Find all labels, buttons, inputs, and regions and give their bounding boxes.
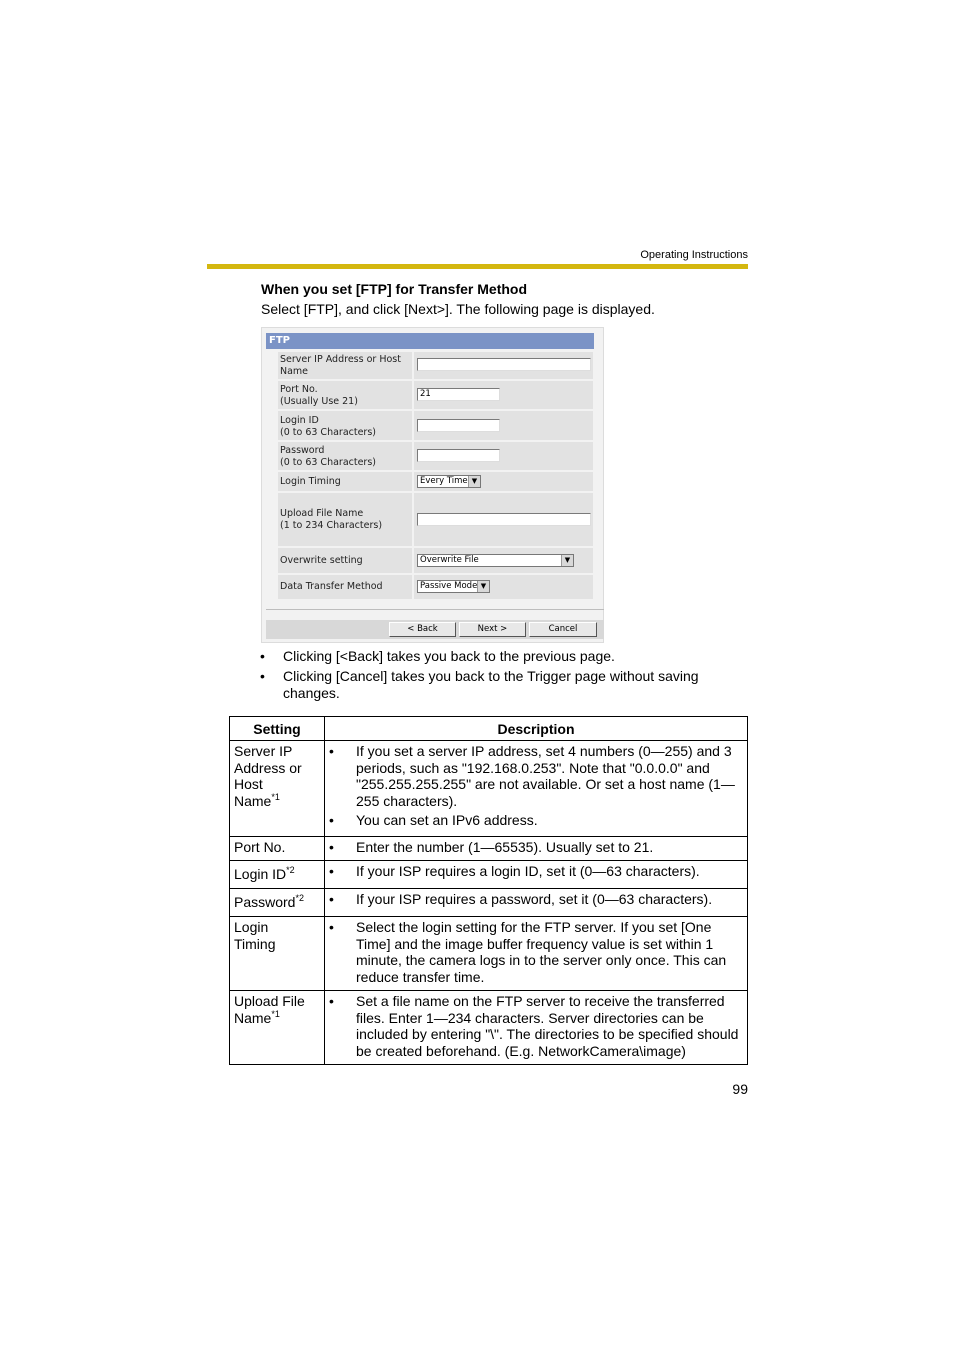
- setting-cell: Login ID$^{*2}$: [230, 861, 325, 889]
- table-row: [230, 741, 748, 837]
- ftp-title-bar: FTP: [266, 333, 594, 349]
- password-input[interactable]: [417, 449, 500, 462]
- notes-list: [258, 648, 738, 705]
- field-row-upload-name: [278, 493, 593, 546]
- column-header-setting: Setting: [230, 717, 325, 741]
- setting-cell: Server IP Address or Host Name$^{*1}$: [230, 741, 325, 837]
- transfer-method-select[interactable]: Passive Mode ▼: [417, 580, 490, 593]
- list-item: • Clicking [Cancel] takes you back to the Trigger page without saving changes.: [260, 668, 699, 701]
- description-cell: • Enter the number (1—65535). Usually set to 21.: [325, 837, 748, 861]
- chevron-down-icon: ▼: [468, 476, 480, 487]
- description-cell: • If your ISP requires a login ID, set it (0—63 characters).: [325, 861, 748, 889]
- port-input[interactable]: 21: [417, 388, 500, 401]
- next-button[interactable]: Next >: [459, 622, 526, 637]
- field-row-login-timing: [278, 472, 593, 491]
- back-button[interactable]: < Back: [389, 622, 456, 637]
- overwrite-select[interactable]: Overwrite File ▼: [417, 554, 574, 567]
- description-cell: • If you set a server IP address, set 4 numbers (0—255) and 3 periods, such as "192.168.0.253". Note that "0.0.0.0" and "255.255.255.255" are not available. Or set a host name (1—255 characters). • You can set an IPv6 address.: [325, 741, 748, 837]
- divider: [266, 609, 604, 610]
- field-label-password: Password (0 to 63 Characters): [280, 445, 376, 468]
- table-header-row: [230, 717, 748, 741]
- setting-cell: Login Timing: [230, 917, 325, 991]
- field-label-upload-name: Upload File Name (1 to 234 Characters): [280, 508, 383, 531]
- upload-file-name-input[interactable]: [417, 513, 591, 526]
- header-accent-bar: [207, 264, 748, 269]
- field-label-overwrite: Overwrite setting: [280, 555, 363, 566]
- table-row: [230, 917, 748, 991]
- setting-cell: Password$^{*2}$: [230, 889, 325, 917]
- section-intro: Select [FTP], and click [Next>]. The following page is displayed.: [261, 301, 655, 317]
- ftp-settings-screenshot: [261, 327, 604, 643]
- manual-title: Operating Instructions: [640, 249, 748, 261]
- field-label-login-id: Login ID (0 to 63 Characters): [280, 415, 376, 438]
- field-label-transfer-method: Data Transfer Method: [280, 581, 383, 592]
- field-label-login-timing: Login Timing: [280, 476, 341, 487]
- page-number: 99: [732, 1081, 748, 1097]
- field-row-port: [278, 381, 593, 409]
- column-header-description: Description: [325, 717, 748, 741]
- server-address-input[interactable]: [417, 358, 591, 371]
- table-row: [230, 991, 748, 1065]
- cancel-button[interactable]: Cancel: [529, 622, 597, 637]
- field-row-password: [278, 442, 593, 470]
- field-row-transfer-method: [278, 575, 593, 599]
- login-timing-select[interactable]: Every Time ▼: [417, 475, 481, 488]
- chevron-down-icon: ▼: [477, 581, 489, 592]
- login-id-input[interactable]: [417, 419, 500, 432]
- setting-cell: Upload File Name$^{*1}$: [230, 991, 325, 1065]
- list-item: • Clicking [<Back] takes you back to the previous page.: [260, 648, 615, 664]
- field-label-port: Port No. (Usually Use 21): [280, 384, 358, 407]
- setting-cell: Port No.: [230, 837, 325, 861]
- description-cell: • Select the login setting for the FTP server. If you set [One Time] and the image buffer frequency value is set within 1 minute, the camera logs in to the server only once. This can reduce transfer time.: [325, 917, 748, 991]
- section-title: When you set [FTP] for Transfer Method: [261, 281, 528, 297]
- table-row: [230, 837, 748, 861]
- field-row-login-id: [278, 411, 593, 440]
- field-row-overwrite: [278, 548, 593, 573]
- chevron-down-icon: ▼: [561, 555, 573, 566]
- settings-table: [229, 716, 748, 1065]
- table-row: [230, 889, 748, 917]
- description-cell: • If your ISP requires a password, set it (0—63 characters).: [325, 889, 748, 917]
- description-cell: • Set a file name on the FTP server to receive the transferred files. Enter 1—234 characters. Server directories can be included by entering "\". The directories to be specified should be created beforehand. (E.g. NetworkCamera\image): [325, 991, 748, 1065]
- field-label-server: Server IP Address or Host Name: [280, 354, 401, 377]
- table-row: [230, 861, 748, 889]
- field-row-server: [278, 352, 593, 379]
